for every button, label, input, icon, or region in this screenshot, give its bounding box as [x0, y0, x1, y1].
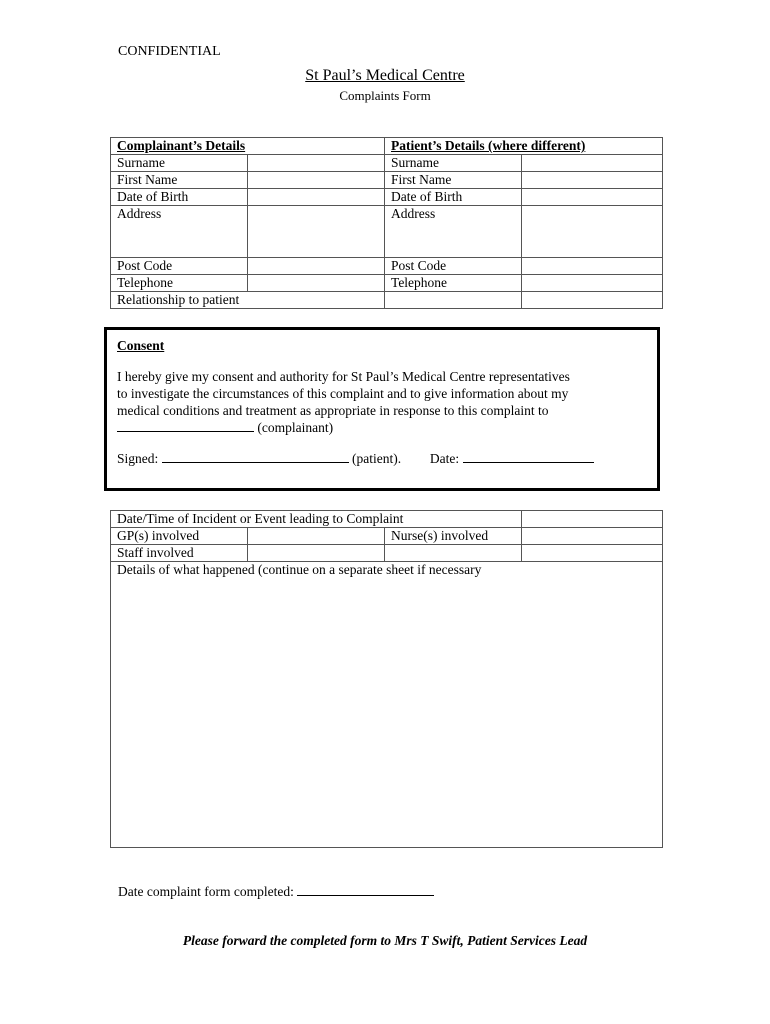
staff-involved-field-3[interactable] — [522, 545, 663, 562]
forward-note: Please forward the completed form to Mrs T Swift, Patient Services Lead — [182, 933, 588, 948]
signed-label: Signed: — [117, 451, 159, 466]
date-label: Date: — [429, 451, 460, 466]
complainant-address-label: Address — [111, 206, 248, 258]
complainant-dob-field[interactable] — [248, 189, 385, 206]
complainant-first-name-field[interactable] — [248, 172, 385, 189]
patient-surname-label: Surname — [385, 155, 522, 172]
staff-involved-field[interactable] — [248, 545, 385, 562]
incident-datetime-field[interactable] — [522, 511, 663, 528]
patient-first-name-label: First Name — [385, 172, 522, 189]
patient-telephone-label: Telephone — [385, 275, 522, 292]
complainant-label: (complainant) — [257, 420, 334, 435]
complainant-heading: Complainant’s Details — [111, 138, 385, 155]
complainant-surname-label: Surname — [111, 155, 248, 172]
consent-heading: Consent — [117, 338, 165, 353]
patient-dob-field[interactable] — [522, 189, 663, 206]
complainant-post-code-field[interactable] — [248, 258, 385, 275]
details-area[interactable] — [111, 562, 663, 848]
details-table — [110, 137, 663, 309]
consent-line-3: medical conditions and treatment as appropriate in response to this complaint to — [117, 403, 549, 418]
complainant-name-blank[interactable] — [117, 419, 254, 432]
complainant-surname-field[interactable] — [248, 155, 385, 172]
consent-line-1: I hereby give my consent and authority for St Paul’s Medical Centre representatives — [117, 369, 570, 384]
patient-post-code-field[interactable] — [522, 258, 663, 275]
patient-address-label: Address — [385, 206, 522, 258]
consent-signature-line — [117, 450, 647, 467]
page-title-wrap — [0, 67, 770, 85]
patient-first-name-field[interactable] — [522, 172, 663, 189]
page-title: St Paul’s Medical Centre — [305, 67, 465, 84]
relationship-label: Relationship to patient — [111, 292, 385, 309]
complainant-first-name-label: First Name — [111, 172, 248, 189]
consent-date-blank[interactable] — [463, 450, 594, 463]
gp-involved-label: GP(s) involved — [111, 528, 248, 545]
complainant-address-field[interactable] — [248, 206, 385, 258]
completed-line — [118, 883, 434, 900]
complainant-post-code-label: Post Code — [111, 258, 248, 275]
complainant-telephone-field[interactable] — [248, 275, 385, 292]
relationship-field-extra[interactable] — [522, 292, 663, 309]
incident-table — [110, 510, 663, 848]
completed-date-blank[interactable] — [297, 883, 434, 896]
completed-label: Date complaint form completed: — [118, 884, 294, 899]
details-label: Details of what happened (continue on a separate sheet if necessary — [117, 562, 482, 577]
consent-line-2: to investigate the circumstances of this complaint and to give information about my — [117, 386, 569, 401]
patient-post-code-label: Post Code — [385, 258, 522, 275]
patient-surname-field[interactable] — [522, 155, 663, 172]
page-subtitle: Complaints Form — [339, 88, 431, 103]
patient-address-field[interactable] — [522, 206, 663, 258]
consent-complainant-line — [117, 419, 647, 436]
complainant-dob-label: Date of Birth — [111, 189, 248, 206]
staff-involved-field-2[interactable] — [385, 545, 522, 562]
complainant-telephone-label: Telephone — [111, 275, 248, 292]
nurse-involved-field[interactable] — [522, 528, 663, 545]
relationship-field[interactable] — [385, 292, 522, 309]
patient-heading: Patient’s Details (where different) — [385, 138, 663, 155]
confidential-label: CONFIDENTIAL — [118, 44, 221, 59]
patient-telephone-field[interactable] — [522, 275, 663, 292]
consent-text — [117, 368, 647, 436]
patient-label: (patient). — [352, 451, 402, 466]
consent-box — [104, 327, 660, 491]
signature-blank[interactable] — [162, 450, 349, 463]
nurse-involved-label: Nurse(s) involved — [385, 528, 522, 545]
patient-dob-label: Date of Birth — [385, 189, 522, 206]
staff-involved-label: Staff involved — [111, 545, 248, 562]
gp-involved-field[interactable] — [248, 528, 385, 545]
incident-datetime-label: Date/Time of Incident or Event leading to Complaint — [111, 511, 522, 528]
